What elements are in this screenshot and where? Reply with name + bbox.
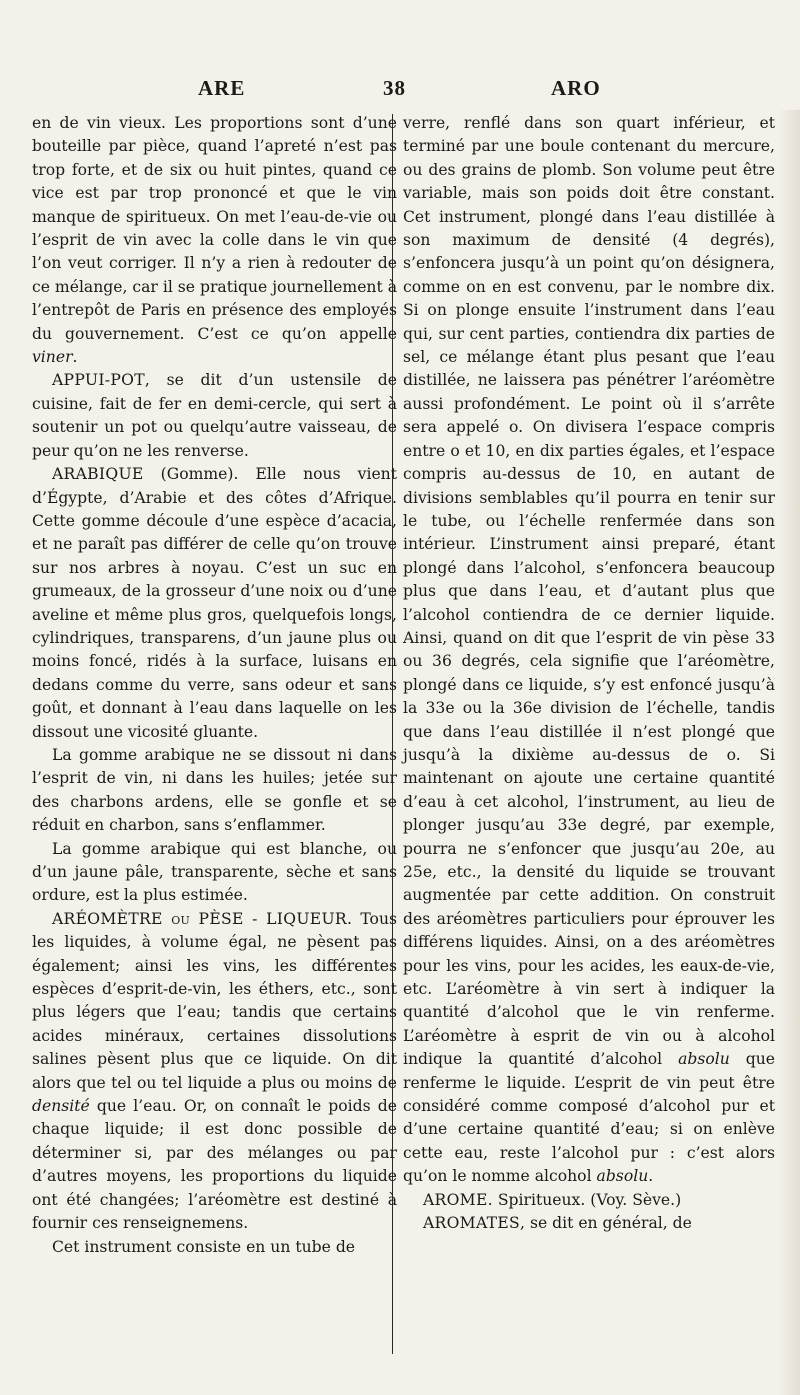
entry-arome: AROME. Spiritueux. (Voy. Sève.): [423, 1190, 682, 1209]
paragraph-viner: en de vin vieux. Les proportions sont d’une bouteille par pièce, quand l’apreté n’est pas trop forte, et de six ou huit pintes, quand ce vice est par trop prononcé et que le vin manque de spiritueux. On met l’eau-de-vie ou l’esprit de vin avec la colle dans le vin que l’on veut corriger. Il n’y a rien à redouter de ce mélange, car il se pratique journellement à l’entrepôt de Paris en présence des employés du gouvernement. C’est ce qu’on appelle viner.: [32, 114, 397, 367]
header-right-word: ARO: [551, 76, 601, 100]
paragraph-gomme-dissout: La gomme arabique ne se dissout ni dans l’esprit de vin, ni dans les huiles; jetée sur des charbons ardens, elle se gonfle et se réduit en charbon, sans s’enflammer.: [32, 745, 397, 835]
paragraph-instrument: Cet instrument consiste en un tube de: [52, 1237, 356, 1256]
entry-term: ARABIQUE: [52, 465, 144, 484]
left-column: [32, 112, 397, 1259]
paragraph-areometre-cont: verre, renflé dans son quart inférieur, et terminé par une boule contenant du mercure, ou des grains de plomb. Son volume peut être variable, mais son poids doit être constant. Cet instrument, plongé dans l’eau distillée à son maximum de densité (4 degrés), s’enfoncera jusqu’à un point qu’on désignera, comme on en est convenu, par le nombre dix. Si on plonge ensuite l’instrument dans l’eau qui, sur cent parties, contiendra dix parties de sel, ce mélange étant plus pesant que l’eau distillée, ne laissera pas pénétrer l’aréomètre aussi profondément. Le point où il s’arrête sera appelé o. On divisera l’espace compris entre o et 10, en dix parties égales, et l’espace compris au-dessus de 10, en autant de divisions semblables qu’il pourra en tenir sur le tube, ou l’échelle renfermée dans son intérieur. L’instrument ainsi preparé, étant plongé dans l’alcohol, s’enfoncera beaucoup plus que dans l’eau, et d’autant plus que l’alcohol contiendra de ce dernier liquide. Ainsi, quand on dit que l’esprit de vin pèse 33 ou 36 degrés, cela signifie que l’aréomètre, plongé dans ce liquide, s’y est enfoncé jusqu’à la 33e ou la 36e division de l’échelle, tandis que dans l’eau distillée il n’est plongé que jusqu’à la dixième au-dessus de o. Si maintenant on ajoute une certaine quantité d’eau à cet alcohol, l’instrument, au lieu de plonger jusqu’au 33e degré, par exemple, pourra ne s’enfoncer que jusqu’au 20e, au 25e, etc., la densité du liquide se trouvant augmentée par cette addition. On construit des aréomètres particuliers pour éprouver les différens liquides. Ainsi, on a des aréomètres pour les vins, pour les acides, les eaux-de-vie, etc. L’aréomètre à vin sert à indiquer la quantité d’alcohol que le vin renferme. L’aréomètre à esprit de vin ou à alcohol indique la quantité d’alcohol absolu que renferme le liquide. L’esprit de vin peut être considéré comme composé d’alcohol pur et d’une certaine quantité d’eau; si on enlève cette eau, reste l’alcohol pur : c’est alors qu’on le nomme alcohol absolu.: [403, 114, 775, 1186]
entry-areometre: ARÉOMÈTRE ou PÈSE - LIQUEUR. Tous les liquides, à volume égal, ne pèsent pas également; ainsi les vins, les différentes espèces d’esprit-de-vin, les éthers, etc., sont plus légers que l’eau; tandis que certains acides minéraux, certaines dissolutions salines pèsent plus que ce liquide. On dit alors que tel ou tel liquide a plus ou moins de densité que l’eau. Or, on connaît le poids de chaque liquide; il est donc possible de déterminer si, par des mélanges ou par d’autres moyens, les proportions du liquide ont été changées; l’aréomètre est destiné à fournir ces renseignemens.: [32, 909, 397, 1233]
entry-arabique: ARABIQUE (Gomme). Elle nous vient d’Égypte, d’Arabie et des côtes d’Afrique. Cette gomme découle d’une espèce d’acacia, et ne paraît pas différer de celle qu’on trouve sur nos arbres à noyau. C’est un suc en grumeaux, de la grosseur d’une noix ou d’une aveline et même plus gros, quelquefois longs, cylindriques, transparens, d’un jaune plus ou moins foncé, ridés à la surface, luisans en dedans comme du verre, sans odeur et sans goût, et donnant à l’eau dans laquelle on les dissout une vicosité gluante.: [32, 465, 397, 741]
entry-term: ARÉOMÈTRE ou PÈSE - LIQUEUR.: [52, 909, 353, 928]
entry-term: AROME.: [423, 1190, 493, 1209]
entry-appui-pot: APPUI-POT, se dit d’un ustensile de cuisine, fait de fer en demi-cercle, qui sert à soutenir un pot ou quelqu’autre vaisseau, de peur qu’on ne les renverse.: [32, 371, 397, 460]
entry-term: APPUI-POT: [52, 371, 145, 390]
page-edge-shadow: [778, 110, 800, 1395]
page-number: 38: [383, 76, 406, 100]
running-header: [0, 76, 800, 106]
entry-term: AROMATES: [423, 1214, 521, 1233]
right-column: [403, 112, 775, 1236]
paragraph-gomme-blanche: La gomme arabique qui est blanche, ou d’un jaune pâle, transparente, sèche et sans ordure, est la plus estimée.: [32, 839, 397, 905]
header-left-word: ARE: [198, 76, 246, 100]
entry-aromates: AROMATES, se dit en général, de: [423, 1214, 692, 1233]
